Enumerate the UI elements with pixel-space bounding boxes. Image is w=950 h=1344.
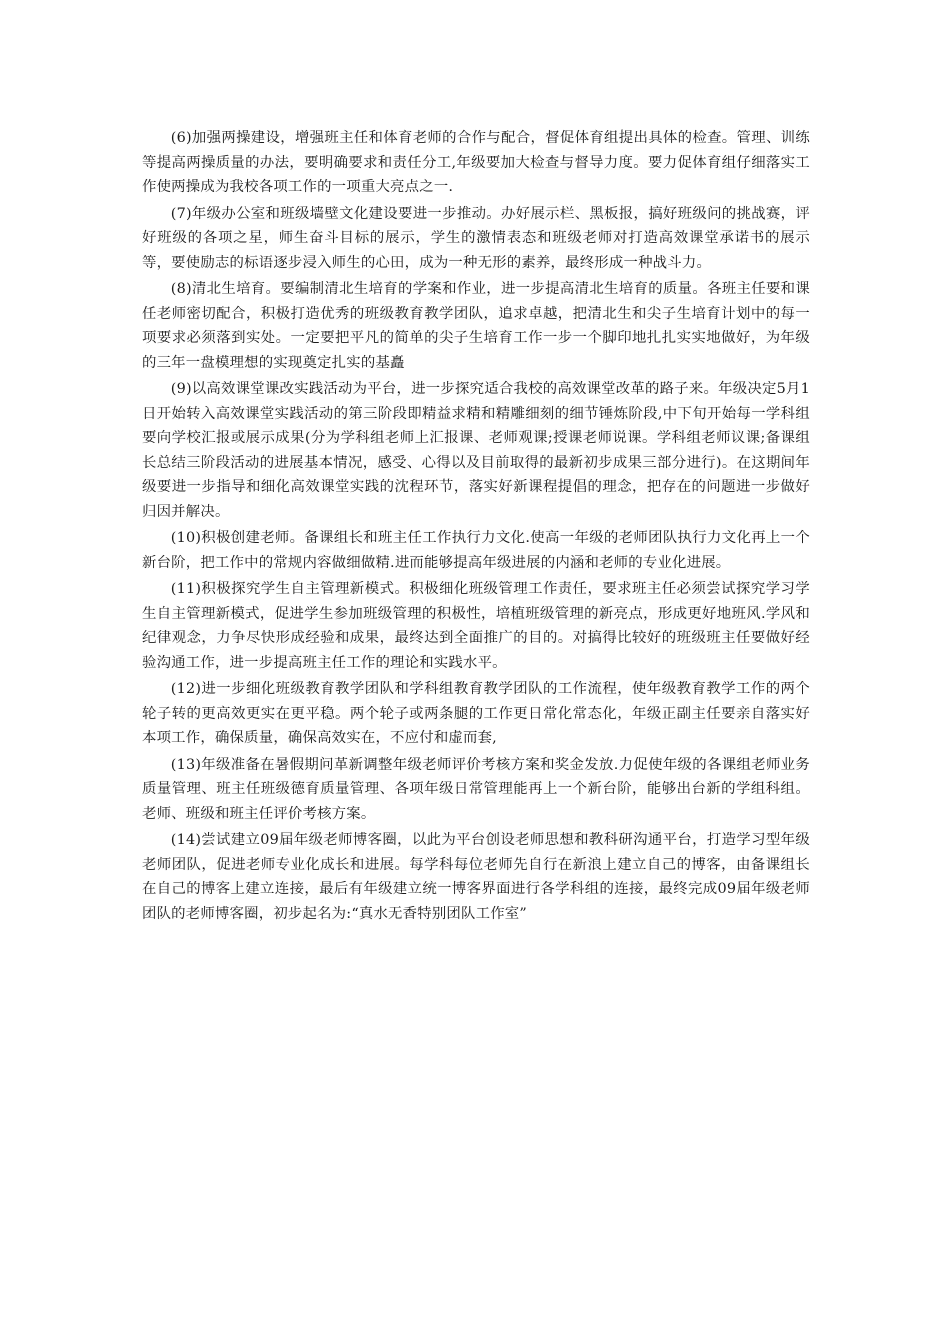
paragraph-12: (12)进一步细化班级教育教学团队和学科组教育教学团队的工作流程，使年级教育教学工作的两个轮子转的更高效更实在更平稳。两个轮子或两条腿的工作更日常化常态化，年级正副主任要亲自落实好本项工作，确保质量，确保高效实在，不应付和虚而套, <box>142 681 810 746</box>
paragraph-10: (10)积极创建老师。备课组长和班主任工作执行力文化.使高一年级的老师团队执行力文化再上一个新台阶，把工作中的常规内容做细做精.进而能够提高年级进展的内涵和老师的专业化进展。 <box>142 530 810 571</box>
paragraph-9: (9)以高效课堂课改实践活动为平台，进一步探究适合我校的高效课堂改革的路子来。年级决定5月1日开始转入高效课堂实践活动的第三阶段即精益求精和精雕细刻的细节锤炼阶段,中下旬开始每一学科组要向学校汇报或展示成果(分为学科组老师上汇报课、老师观课;授课老师说课。学科组老师议课;备课组长总结三阶段活动的进展基本情况，感受、心得以及目前取得的最新初步成果三部分进行)。在这期间年级要进一步指导和细化高效课堂实践的沈程环节，落实好新课程提倡的理念，把存在的问题进一步做好归因并解决。 <box>142 381 810 520</box>
paragraph-11: (11)积极探究学生自主管理新模式。积极细化班级管理工作责任，要求班主任必须尝试探究学习学生自主管理新模式，促进学生参加班级管理的积极性，培植班级管理的新亮点，形成更好地班风.学风和纪律观念，力争尽快形成经验和成果，最终达到全面推广的目的。对搞得比较好的班级班主任要做好经验沟通工作，进一步提高班主任工作的理论和实践水平。 <box>142 581 810 671</box>
paragraph-8: (8)清北生培育。要编制清北生培育的学案和作业，进一步提高清北生培育的质量。各班主任要和课任老师密切配合，积极打造优秀的班级教育教学团队，追求卓越，把清北生和尖子生培育计划中的每一项要求必须落到实处。一定要把平凡的简单的尖子生培育工作一步一个脚印地扎扎实实地做好，为年级的三年一盘模理想的实现奠定扎实的基矗 <box>142 281 810 371</box>
paragraph-7: (7)年级办公室和班级墙壁文化建设要进一步推动。办好展示栏、黑板报，搞好班级问的挑战赛，评好班级的各项之星，师生奋斗目标的展示，学生的激情表态和班级老师对打造高效课堂承诺书的展示等，要使励志的标语逐步浸入师生的心田，成为一种无形的素养，最终形成一种战斗力。 <box>142 205 810 271</box>
document-body <box>142 126 810 928</box>
paragraph-13: (13)年级准备在暑假期问革新调整年级老师评价考核方案和奖金发放.力促使年级的各课组老师业务质量管理、班主任班级德育质量管理、各项年级日常管理能再上一个新台阶，能够出台新的学组科组。老师、班级和班主任评价考核方案。 <box>142 756 810 822</box>
paragraph-14: (14)尝试建立09届年级老师博客圈，以此为平台创设老师思想和教科研沟通平台，打造学习型年级老师团队，促进老师专业化成长和进展。每学科每位老师先自行在新浪上建立自己的博客，由备课组长在自己的博客上建立连接，最后有年级建立统一博客界面进行各学科组的连接，最终完成09届年级老师团队的老师博客圈，初步起名为:“真水无香特别团队工作室” <box>142 832 810 922</box>
paragraph-6: (6)加强两操建设，增强班主任和体育老师的合作与配合，督促体育组提出具体的检查。管理、训练等提高两操质量的办法，要明确要求和责任分工,年级要加大检查与督导力度。要力促体育组仔细落实工作使两操成为我校各项工作的一项重大亮点之一. <box>142 130 810 195</box>
